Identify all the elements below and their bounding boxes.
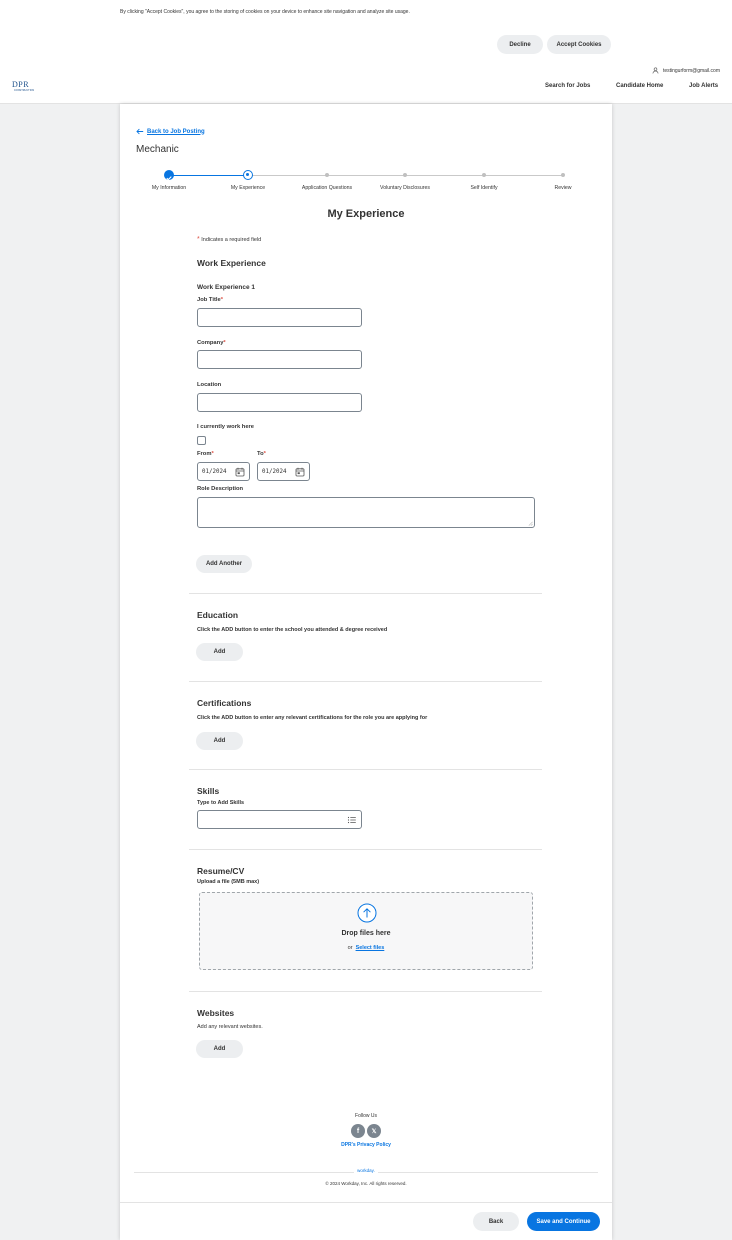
cookie-banner bbox=[0, 0, 732, 60]
step-dot bbox=[482, 173, 486, 177]
drop-files-text: Drop files here bbox=[341, 930, 391, 937]
nav-candidate-home[interactable]: Candidate Home bbox=[616, 83, 664, 89]
arrow-left-icon bbox=[136, 128, 144, 135]
job-title-input[interactable] bbox=[197, 308, 362, 327]
add-another-button[interactable]: Add Another bbox=[196, 555, 252, 573]
save-and-continue-button[interactable]: Save and Continue bbox=[527, 1212, 600, 1231]
add-certification-button[interactable]: Add bbox=[196, 732, 243, 750]
section-divider bbox=[189, 769, 542, 770]
step-dot bbox=[561, 173, 565, 177]
upload-icon bbox=[357, 903, 377, 923]
job-title: Mechanic bbox=[136, 144, 179, 155]
work-experience-title: Work Experience bbox=[197, 258, 266, 268]
company-label: Company* bbox=[197, 340, 226, 346]
follow-us-label: Follow Us bbox=[355, 1113, 377, 1119]
step-label-application-questions: Application Questions bbox=[301, 185, 353, 191]
add-website-button[interactable]: Add bbox=[196, 1040, 243, 1058]
copyright-text: © 2024 Workday, Inc. All rights reserved. bbox=[325, 1181, 407, 1186]
company-input[interactable] bbox=[197, 350, 362, 369]
nav-job-alerts[interactable]: Job Alerts bbox=[689, 83, 719, 89]
currently-work-here-checkbox[interactable] bbox=[197, 436, 206, 445]
decline-cookies-button[interactable]: Decline bbox=[497, 35, 543, 54]
list-icon[interactable] bbox=[347, 815, 357, 825]
workday-logo bbox=[120, 1168, 612, 1173]
step-dot bbox=[403, 173, 407, 177]
step-complete-check-icon bbox=[164, 170, 174, 180]
add-education-button[interactable]: Add bbox=[196, 643, 243, 661]
step-dot bbox=[325, 173, 329, 177]
or-text: or bbox=[347, 945, 353, 951]
skills-input[interactable] bbox=[197, 810, 362, 829]
education-description: Click the ADD button to enter the school you attended & degree received bbox=[197, 627, 388, 633]
section-divider bbox=[189, 991, 542, 992]
required-note-text: Indicates a required field bbox=[201, 237, 262, 243]
workday-logo-text: workday. bbox=[354, 1168, 378, 1173]
application-card bbox=[120, 104, 612, 1240]
resume-upload-label: Upload a file (5MB max) bbox=[197, 879, 260, 885]
stepper-line-complete bbox=[169, 175, 248, 176]
websites-description: Add any relevant websites. bbox=[197, 1024, 263, 1030]
dpr-logo[interactable]: DPR bbox=[12, 80, 30, 89]
from-date-value: 01/2024 bbox=[202, 468, 227, 475]
calendar-icon[interactable] bbox=[295, 467, 305, 477]
location-label: Location bbox=[197, 382, 222, 388]
drop-or-line bbox=[200, 945, 532, 951]
cookie-text: By clicking "Accept Cookies", you agree to the storing of cookies on your device to enhance site navigation and analyze site usage. bbox=[120, 9, 410, 15]
user-icon bbox=[652, 67, 659, 74]
skills-label: Type to Add Skills bbox=[197, 800, 245, 806]
to-date-input[interactable] bbox=[257, 462, 310, 481]
role-description-label: Role Description bbox=[197, 486, 244, 492]
back-to-job-posting-link[interactable] bbox=[136, 128, 205, 135]
facebook-icon[interactable]: f bbox=[351, 1124, 365, 1138]
role-description-textarea[interactable] bbox=[197, 497, 535, 528]
work-experience-1-title: Work Experience 1 bbox=[197, 284, 256, 291]
required-field-note bbox=[197, 236, 261, 243]
section-divider bbox=[189, 681, 542, 682]
select-files-link[interactable]: Select files bbox=[355, 945, 385, 951]
back-link-label: Back to Job Posting bbox=[147, 128, 205, 135]
nav-search-for-jobs[interactable]: Search for Jobs bbox=[545, 83, 591, 89]
step-label-my-experience: My Experience bbox=[230, 185, 266, 191]
accept-cookies-button[interactable]: Accept Cookies bbox=[547, 35, 611, 54]
websites-title: Websites bbox=[197, 1008, 235, 1018]
user-menu[interactable] bbox=[652, 67, 720, 74]
back-button[interactable]: Back bbox=[473, 1212, 519, 1231]
section-divider bbox=[189, 849, 542, 850]
certifications-title: Certifications bbox=[197, 698, 252, 708]
page-heading: My Experience bbox=[327, 208, 405, 220]
x-twitter-icon[interactable]: 𝕏 bbox=[367, 1124, 381, 1138]
location-input[interactable] bbox=[197, 393, 362, 412]
step-label-voluntary-disclosures: Voluntary Disclosures bbox=[380, 185, 430, 191]
step-label-self-identify: Self Identify bbox=[470, 185, 498, 191]
job-title-label: Job Title* bbox=[197, 297, 223, 303]
required-star: * bbox=[197, 236, 200, 243]
file-drop-zone[interactable] bbox=[199, 892, 533, 970]
privacy-policy-link[interactable]: DPR's Privacy Policy bbox=[341, 1142, 391, 1148]
section-divider bbox=[189, 593, 542, 594]
dpr-logo-sub: CONSTRUCTION bbox=[14, 89, 35, 92]
bottom-action-bar bbox=[120, 1202, 612, 1240]
resize-grip-icon[interactable] bbox=[528, 521, 533, 526]
from-label: From* bbox=[197, 451, 214, 457]
to-label: To* bbox=[257, 451, 266, 457]
education-title: Education bbox=[197, 610, 239, 620]
resume-title: Resume/CV bbox=[197, 866, 245, 876]
calendar-icon[interactable] bbox=[235, 467, 245, 477]
currently-work-here-label: I currently work here bbox=[197, 424, 255, 430]
skills-title: Skills bbox=[197, 786, 220, 796]
certifications-description: Click the ADD button to enter any relevant certifications for the role you are applying for bbox=[197, 715, 428, 721]
step-label-review: Review bbox=[554, 185, 572, 191]
to-date-value: 01/2024 bbox=[262, 468, 287, 475]
step-label-my-information: My Information bbox=[151, 185, 187, 191]
from-date-input[interactable] bbox=[197, 462, 250, 481]
user-email: testingurform@gmail.com bbox=[662, 67, 720, 74]
site-header bbox=[0, 60, 732, 104]
step-current-indicator bbox=[243, 170, 253, 180]
